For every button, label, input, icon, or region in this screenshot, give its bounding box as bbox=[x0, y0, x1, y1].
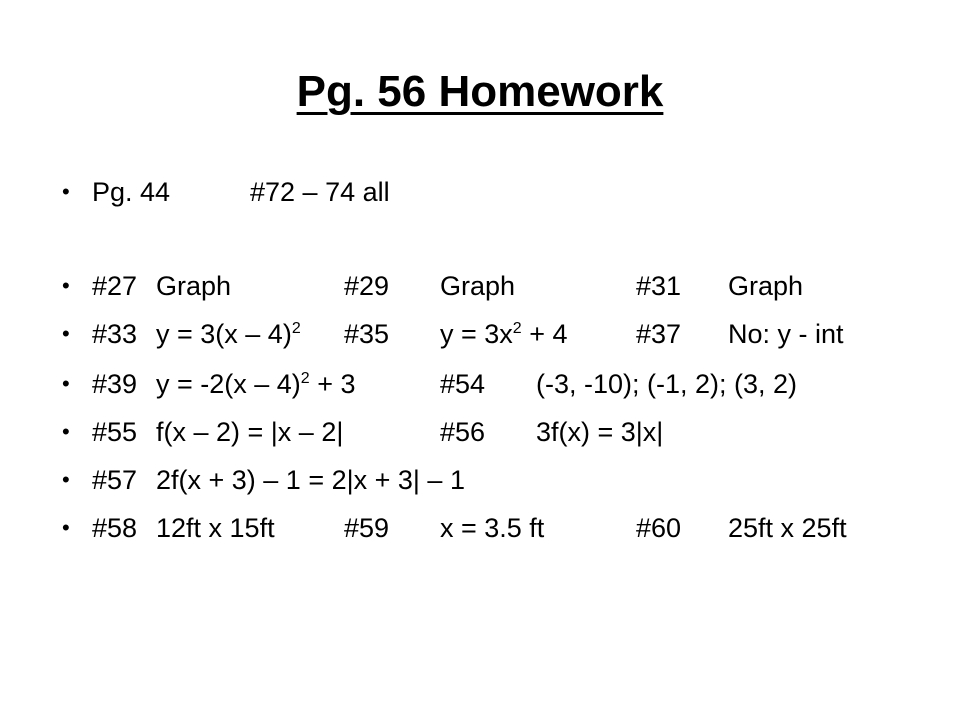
problem-number: #31 bbox=[636, 271, 682, 301]
problem-answer: 2f(x + 3) – 1 = 2|x + 3| – 1 bbox=[156, 465, 465, 495]
bullet-icon: • bbox=[62, 515, 70, 540]
problem-answer bbox=[440, 314, 568, 354]
exponent: 2 bbox=[291, 320, 301, 337]
slide-title: Pg. 56 Homework bbox=[296, 67, 664, 116]
problem-range: #72 – 74 all bbox=[250, 177, 390, 207]
bullet-icon: • bbox=[62, 419, 70, 444]
exponent: 2 bbox=[512, 320, 522, 337]
problem-number: #33 bbox=[92, 319, 138, 349]
exponent: 2 bbox=[300, 370, 310, 387]
problem-number: #55 bbox=[92, 417, 138, 447]
problem-answer: f(x – 2) = |x – 2| bbox=[156, 417, 344, 447]
problem-number: #59 bbox=[344, 513, 390, 543]
equation-text: + 3 bbox=[309, 369, 356, 399]
bullet-icon: • bbox=[62, 273, 70, 298]
equation-text: + 4 bbox=[521, 319, 568, 349]
equation-text: y = 3(x – 4) bbox=[156, 319, 292, 349]
problem-answer bbox=[156, 364, 356, 404]
problem-answer: 12ft x 15ft bbox=[156, 513, 275, 543]
problem-number: #39 bbox=[92, 369, 138, 399]
bullet-icon: • bbox=[62, 371, 70, 396]
problem-number: #60 bbox=[636, 513, 682, 543]
problem-answer: Graph bbox=[440, 271, 516, 301]
problem-answer: 25ft x 25ft bbox=[728, 513, 847, 543]
bullet-icon: • bbox=[62, 179, 70, 204]
problem-number: #35 bbox=[344, 319, 390, 349]
problem-number: #29 bbox=[344, 271, 390, 301]
problem-answer: x = 3.5 ft bbox=[440, 513, 545, 543]
problem-answer: Graph bbox=[728, 271, 804, 301]
problem-answer: (-3, -10); (-1, 2); (3, 2) bbox=[536, 369, 798, 399]
problem-answer: 3f(x) = 3|x| bbox=[536, 417, 664, 447]
problem-answer: No: y - int bbox=[728, 319, 844, 349]
problem-number: #57 bbox=[92, 465, 138, 495]
problem-answer bbox=[156, 314, 301, 354]
equation-text: y = 3x bbox=[440, 319, 513, 349]
problem-number: #27 bbox=[92, 271, 138, 301]
problem-number: #56 bbox=[440, 417, 486, 447]
problem-number: #37 bbox=[636, 319, 682, 349]
bullet-icon: • bbox=[62, 321, 70, 346]
bullet-icon: • bbox=[62, 467, 70, 492]
problem-number: #58 bbox=[92, 513, 138, 543]
problem-number: #54 bbox=[440, 369, 486, 399]
equation-text: y = -2(x – 4) bbox=[156, 369, 301, 399]
problem-answer: Graph bbox=[156, 271, 232, 301]
page-ref: Pg. 44 bbox=[92, 177, 171, 207]
